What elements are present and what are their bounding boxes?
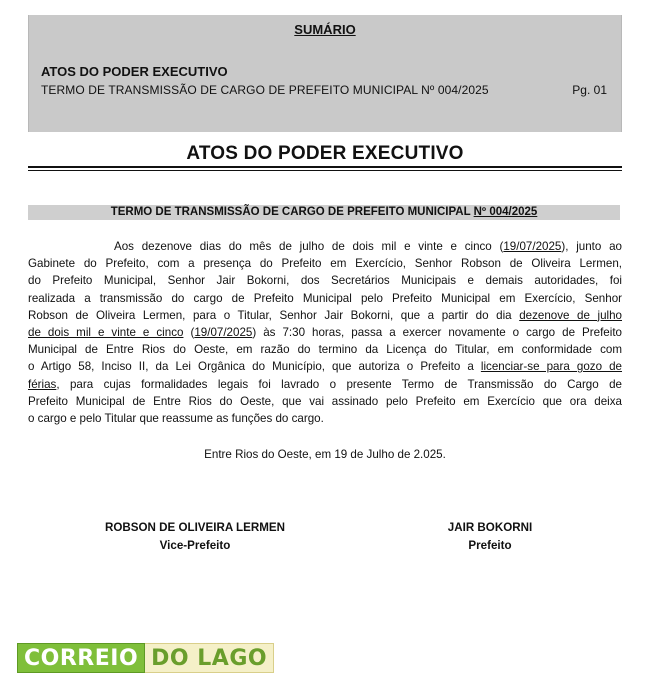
- body-line: o cargo e pelo Titular que reassume as funções do cargo.: [28, 412, 324, 426]
- body-line: [28, 324, 622, 341]
- body-text: o Artigo 58, Inciso II, da Lei Orgânica do Município, que autoriza o Prefeito a: [28, 360, 481, 374]
- body-line: Gabinete do Prefeito, com a presença do Prefeito em Exercício, Senhor Robson de Oliveira Lermen,: [28, 257, 622, 271]
- body-date-underlined: 19/07/2025: [503, 240, 562, 253]
- summary-page-number: Pg. 01: [572, 83, 607, 97]
- body-text-underlined: dezenove de julho: [519, 308, 622, 322]
- heading-rule-thin: [28, 170, 622, 171]
- body-line: Prefeito Municipal de Entre Rios do Oeste, que vai assinado pelo Prefeito em Exercício que ora deixa: [28, 394, 622, 408]
- signatory-role: Prefeito: [468, 539, 512, 552]
- body-date-underlined: 19/07/2025: [194, 326, 253, 340]
- signature-block-prefeito: [410, 519, 570, 555]
- summary-box: [28, 15, 622, 132]
- summary-section-heading: ATOS DO PODER EXECUTIVO: [41, 64, 228, 79]
- body-line: realizada a transmissão do cargo de Prefeito Municipal pelo Prefeito Municipal em Exercício, Senhor: [28, 291, 622, 305]
- body-text: Aos dezenove dias do mês de julho de dois mil e vinte e cinco (: [114, 240, 504, 253]
- correio-do-lago-logo: [17, 643, 274, 673]
- body-text: , para cujas formalidades legais foi lavrado o presente Termo de Transmissão do Cargo de: [56, 377, 622, 391]
- section-title-number: Nº 004/2025: [473, 206, 538, 218]
- body-text-underlined: licenciar-se para gozo de: [480, 360, 622, 374]
- body-text: (: [183, 326, 195, 340]
- body-text: Robson de Oliveira Lermen, para o Titular, Senhor Jair Bokorni, que a partir do dia: [28, 308, 520, 322]
- summary-entry: TERMO DE TRANSMISSÃO DE CARGO DE PREFEITO MUNICIPAL Nº 004/2025: [41, 83, 489, 97]
- signatory-role: Vice-Prefeito: [159, 539, 231, 552]
- section-title: [28, 205, 620, 220]
- body-line: Municipal de Entre Rios do Oeste, em razão do termino da Licença do Titular, em conformidade com: [28, 343, 622, 357]
- place-and-date: Entre Rios do Oeste, em 19 de Julho de 2.025.: [204, 448, 446, 461]
- summary-title: SUMÁRIO: [294, 22, 356, 37]
- logo-part-correio: CORREIO: [17, 643, 145, 673]
- main-heading: ATOS DO PODER EXECUTIVO: [186, 143, 464, 164]
- body-text-underlined: de dois mil e vinte e cinco: [28, 326, 184, 340]
- heading-rule-thick: [28, 166, 622, 168]
- body-line: do Prefeito Municipal, Senhor Jair Bokorni, dos Secretários Municipais e demais autoridades, foi: [28, 274, 622, 288]
- body-text-underlined: férias: [28, 377, 57, 391]
- body-line: [28, 358, 622, 375]
- logo-part-do-lago: DO LAGO: [145, 643, 274, 673]
- body-line: [28, 307, 622, 324]
- section-title-bar: [28, 205, 620, 220]
- section-title-text: TERMO DE TRANSMISSÃO DE CARGO DE PREFEITO MUNICIPAL: [110, 206, 474, 218]
- signatory-name: JAIR BOKORNI: [447, 521, 533, 534]
- term-body: [28, 238, 622, 427]
- signatory-name: ROBSON DE OLIVEIRA LERMEN: [105, 521, 285, 534]
- body-text: ) às 7:30 horas, passa a exercer novamente o cargo de Prefeito: [252, 326, 622, 340]
- signature-block-vice-prefeito: [100, 519, 290, 555]
- body-line: [28, 238, 622, 255]
- body-line: [28, 376, 622, 393]
- body-text: ), junto ao: [561, 240, 622, 253]
